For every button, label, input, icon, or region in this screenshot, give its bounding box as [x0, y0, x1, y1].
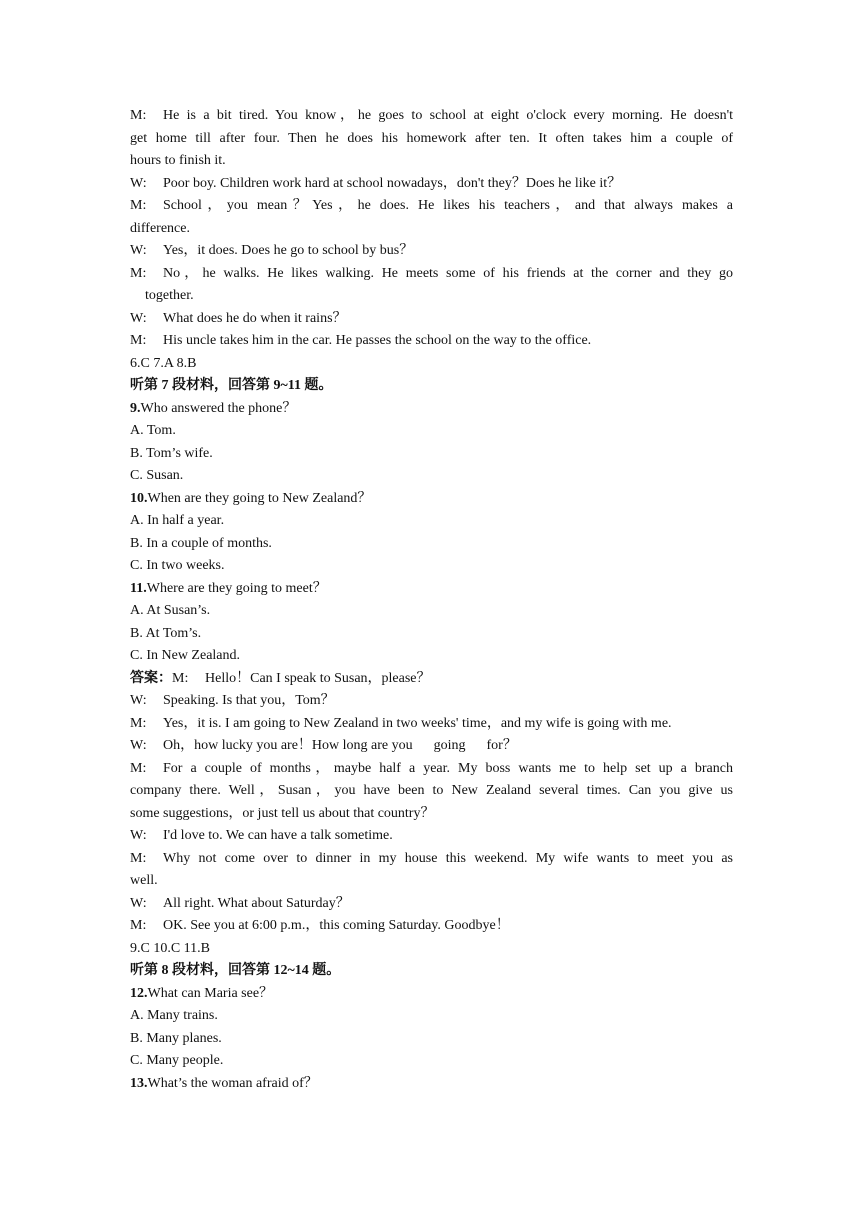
- answer-key-9-11: 9.C 10.C 11.B: [130, 940, 210, 956]
- dialog-line: M: For a couple of months，maybe half a year. My boss wants me to help set up a branch: [130, 760, 733, 776]
- document-page: [130, 105, 733, 1095]
- dialog-6-turn: [130, 195, 733, 240]
- dialog-line: M: School，you mean？Yes，he does. He likes his teachers，and that always makes a: [130, 198, 733, 213]
- dialog-7-turn: M: Yes，it is. I am going to New Zealand in two weeks' time，and my wife is going with me.: [130, 715, 672, 731]
- dialog-line: company there. Well，Susan，you have been to New Zealand several times. Can you give us: [130, 783, 733, 798]
- option-b: B. Tom’s wife.: [130, 445, 213, 461]
- option-b: B. Many planes.: [130, 1030, 222, 1046]
- dialog-7-turn: W: All right. What about Saturday？: [130, 895, 350, 911]
- dialog-line: well.: [130, 873, 158, 888]
- question-11: [130, 578, 733, 668]
- dialog-line: some suggestions，or just tell us about that country？: [130, 805, 435, 821]
- dialog-6-turn: W: Yes，it does. Does he go to school by bus？: [130, 243, 414, 258]
- question-stem: 9.Who answered the phone？: [130, 400, 297, 416]
- option-c: C. Susan.: [130, 468, 184, 483]
- option-a: A. At Susan’s.: [130, 603, 211, 618]
- dialog-7-turn: [130, 758, 733, 826]
- dialog-7-turn: W: I'd love to. We can have a talk sometime.: [130, 828, 393, 843]
- dialog-7-turn: M: OK. See you at 6:00 p.m.，this coming Saturday. Goodbye！: [130, 918, 510, 933]
- dialog-line: M: Why not come over to dinner in my house this weekend. My wife wants to meet you as: [130, 850, 733, 866]
- dialog-6-turn: W: What does he do when it rains？: [130, 310, 347, 326]
- question-stem: 11.Where are they going to meet？: [130, 580, 327, 596]
- option-b: B. At Tom’s.: [130, 625, 202, 641]
- question-stem: 10.When are they going to New Zealand？: [130, 490, 372, 506]
- option-c: C. Many people.: [130, 1053, 224, 1068]
- dialog-6-turn: M: His uncle takes him in the car. He passes the school on the way to the office.: [130, 333, 592, 348]
- question-10: [130, 488, 733, 578]
- dialog-7-turn: [130, 848, 733, 893]
- answer-label: 答案：: [130, 670, 172, 686]
- option-a: A. Many trains.: [130, 1008, 218, 1023]
- question-stem: 12.What can Maria see？: [130, 985, 274, 1001]
- dialog-7-turn: 答案：M: Hello！Can I speak to Susan，please？: [130, 670, 431, 686]
- option-a: A. In half a year.: [130, 513, 225, 528]
- question-13: [130, 1073, 733, 1096]
- section-8-heading: 听第 8 段材料，回答第 12~14 题。: [130, 963, 341, 978]
- option-b: B. In a couple of months.: [130, 535, 272, 551]
- dialog-7-turn: W: Oh，how lucky you are！How long are you going for？: [130, 738, 517, 753]
- dialog-6-turn: [130, 105, 733, 173]
- option-c: C. In two weeks.: [130, 558, 225, 573]
- question-9: [130, 398, 733, 488]
- dialog-6-turn: [130, 263, 733, 308]
- dialog-line: together.: [145, 288, 194, 303]
- dialog-7-turn: W: Speaking. Is that you，Tom？: [130, 693, 335, 708]
- option-c: C. In New Zealand.: [130, 648, 241, 663]
- dialog-6-turn: W: Poor boy. Children work hard at school nowadays，don't they？Does he like it？: [130, 175, 622, 191]
- dialog-line: difference.: [130, 220, 190, 236]
- section-7-heading: 听第 7 段材料，回答第 9~11 题。: [130, 378, 333, 393]
- dialog-line: M: No，he walks. He likes walking. He meets some of his friends at the corner and they go: [130, 265, 733, 281]
- dialog-line: get home till after four. Then he does his homework after ten. It often takes him a couple of: [130, 130, 733, 146]
- question-12: [130, 983, 733, 1073]
- dialog-line: hours to finish it.: [130, 153, 226, 168]
- question-stem: 13.What’s the woman afraid of？: [130, 1075, 318, 1091]
- answer-key-6-8: 6.C 7.A 8.B: [130, 355, 197, 371]
- option-a: A. Tom.: [130, 423, 176, 438]
- dialog-line: M: He is a bit tired. You know，he goes to school at eight o'clock every morning. He doesn't: [130, 108, 733, 123]
